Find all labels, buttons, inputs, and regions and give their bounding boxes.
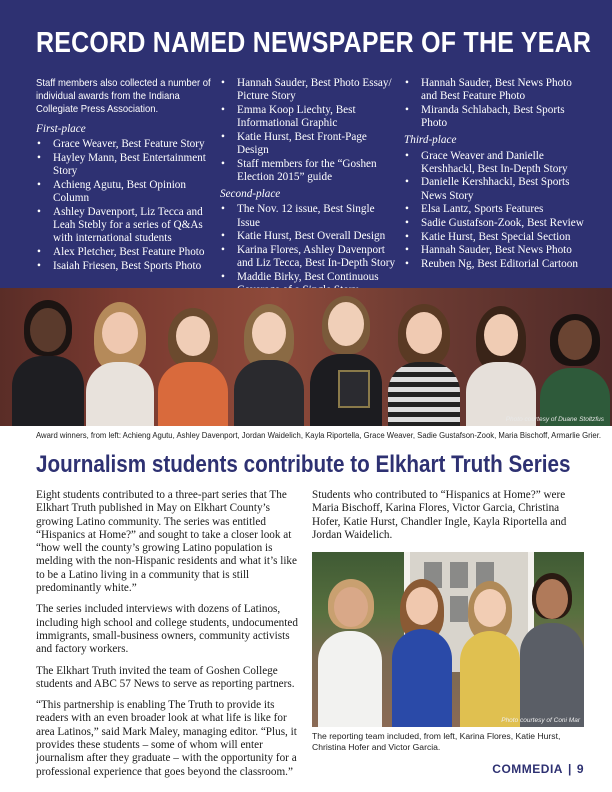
person-figure xyxy=(538,296,612,426)
list-item: • Katie Hurst, Best Special Section xyxy=(405,230,571,243)
photo-credit: Photo courtesy of Duane Stoltzfus xyxy=(505,416,604,423)
person-figure xyxy=(84,296,156,426)
list-item: • Grace Weaver, Best Feature Story xyxy=(37,138,205,151)
article-paragraph: The series included interviews with dozens of Latinos, including high school and college students, undocumented immigrants, small-business owners, community activists and factory workers. xyxy=(36,603,298,656)
reporting-team-photo xyxy=(312,552,584,727)
list-item: • Ashley Davenport, Liz Tecca and Leah Stebly for a series of Q&As with international students xyxy=(37,205,203,245)
list-item: • Maddie Birky, Best Continuous xyxy=(221,270,379,283)
awards-column-3 xyxy=(404,77,584,272)
article-paragraph: Students who contributed to “Hispanics at Home?” were Maria Bischoff, Karina Flores, Victor Garcia, Christina Hofer, Katie Hurst, Chandler Ingle, Kayla Riportella and Jordan Waidelich. xyxy=(312,489,567,541)
second-place-list-continued xyxy=(404,77,584,130)
person-figure xyxy=(308,292,384,426)
first-place-list-continued xyxy=(220,77,398,184)
list-item: • Hannah Sauder, Best Photo Essay/ Picture Story xyxy=(221,77,392,103)
awards-column-1 xyxy=(36,77,214,273)
list-item: • Katie Hurst, Best Overall Design xyxy=(221,230,386,243)
list-item: • Danielle Kershhackl, Best Sports News Story xyxy=(405,176,570,202)
first-place-list xyxy=(36,138,214,273)
person-figure xyxy=(386,296,462,426)
article-left-column xyxy=(36,489,304,787)
list-item: • Elsa Lantz, Sports Features xyxy=(405,203,544,216)
person-figure xyxy=(12,296,84,426)
article-paragraph: The Elkhart Truth invited the team of Goshen College students and ABC 57 News to serve as reporting partners. xyxy=(36,664,295,690)
second-place-heading: Second-place xyxy=(220,188,281,201)
list-item: • Hannah Sauder, Best News Photo xyxy=(405,244,572,257)
first-place-heading: First-place xyxy=(36,123,86,135)
article-paragraph: Eight students contributed to a three-part series that The Elkhart Truth published in May on Elkhart County’s growing Latino community. The series was entitled “Hispanics at Home?” and sought to take a closer look at “how well the county’s growing Latino population is melding with the non-Hispanic residents and what it’s like to be a Latino living in a community that is still predominantly white.” xyxy=(36,489,297,595)
list-item: • The Nov. 12 issue, Best Single Issue xyxy=(221,203,375,229)
photo-credit: Photo courtesy of Coni Mar xyxy=(501,717,580,724)
third-place-list xyxy=(404,150,584,272)
photo-caption: Award winners, from left: Achieng Agutu, Ashley Davenport, Jordan Waidelich, Kayla Riportella, Grace Weaver, Sadie Gustafson-Zook, Maria Bischoff, Armarlie Grier. xyxy=(36,430,602,440)
list-item: • Reuben Ng, Best Editorial Cartoon xyxy=(405,258,578,271)
second-place-list xyxy=(220,203,398,297)
page-footer xyxy=(492,762,584,776)
person-figure xyxy=(232,296,306,426)
list-item: • Hannah Sauder, Best News Photo and Best Feature Photo xyxy=(405,77,572,103)
person-figure xyxy=(314,577,386,727)
list-item: • Karina Flores, Ashley Davenport and Liz Tecca, Best In-Depth Story xyxy=(221,243,396,270)
page-number: 9 xyxy=(576,762,584,776)
list-item: • Sadie Gustafson-Zook, Best Review xyxy=(405,217,584,230)
list-item: • Achieng Agutu, Best Opinion Column xyxy=(37,178,186,205)
awards-intro: Staff members also collected a number of individual awards from the Indiana Collegiate Press Association. xyxy=(36,78,211,115)
list-item: • Miranda Schlabach, Best Sports Photo xyxy=(405,103,565,130)
header-band xyxy=(0,0,612,288)
article-right-column xyxy=(312,489,584,550)
list-item: • Alex Pletcher, Best Feature Photo xyxy=(37,245,205,258)
list-item: • Katie Hurst, Best Front-Page Design xyxy=(221,130,367,157)
awards-column-2 xyxy=(220,77,398,298)
list-item: • Grace Weaver and Danielle Kershhackl, Best In-Depth Story xyxy=(405,149,568,175)
article-title: Journalism students contribute to Elkhart Truth Series xyxy=(36,451,571,478)
third-place-heading: Third-place xyxy=(404,134,457,147)
person-figure xyxy=(520,571,584,727)
list-item: • Staff members for the “Goshen Election 2015” guide xyxy=(221,157,377,183)
list-item: • Hayley Mann, Best Entertainment Story xyxy=(37,151,206,178)
article-paragraph: “This partnership is enabling The Truth to provide its readers with an even broader look at what life is like for area Latinos,” said Mark Maley, managing editor. “Plus, it provides these students – some of whom will enter journalism after they graduate – with the opportunity for a professional experience that goes beyond the classroom.” xyxy=(36,699,297,778)
team-photo-caption: The reporting team included, from left, Karina Flores, Katie Hurst, Christina Hofer and Victor Garcia. xyxy=(312,731,561,752)
person-figure xyxy=(156,296,230,426)
list-item: • Emma Koop Liechty, Best Informational Graphic xyxy=(221,103,356,130)
footer-separator: | xyxy=(567,762,572,776)
award-winners-photo xyxy=(0,288,612,426)
page-title: RECORD NAMED NEWSPAPER OF THE YEAR xyxy=(36,27,592,59)
publication-name: COMMEDIA xyxy=(492,762,563,776)
person-figure xyxy=(464,296,538,426)
person-figure xyxy=(458,577,522,727)
person-figure xyxy=(388,577,456,727)
list-item: • Isaiah Friesen, Best Sports Photo xyxy=(37,259,202,272)
